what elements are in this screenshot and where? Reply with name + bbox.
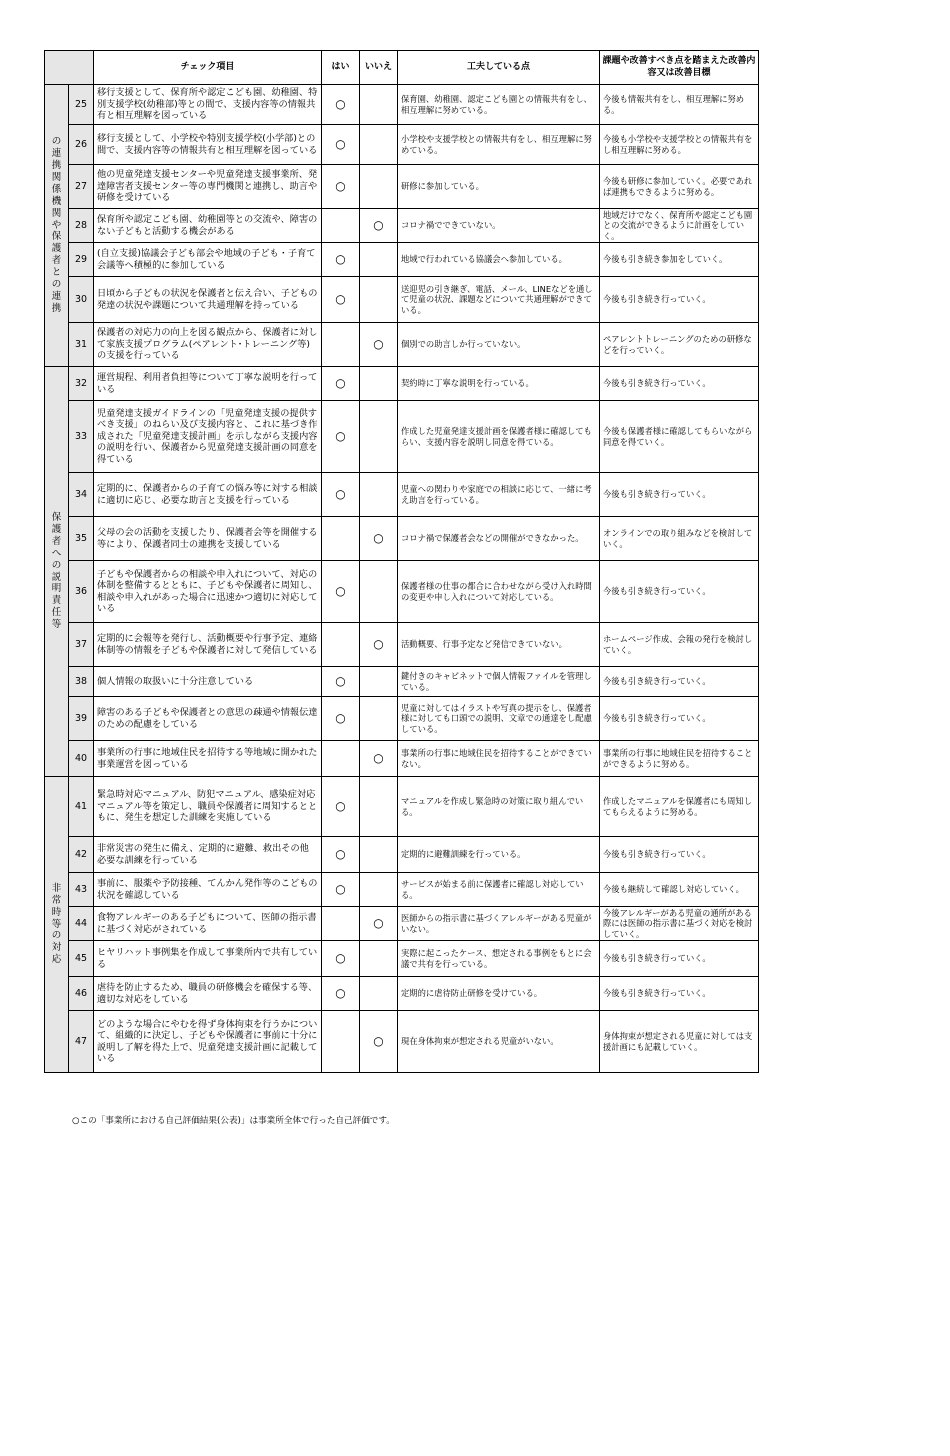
yes-mark: ○ [322, 85, 360, 125]
no-mark [360, 837, 398, 873]
improvement-note: ホームページ作成、会報の発行を検討していく。 [600, 623, 759, 667]
row-number: 40 [69, 741, 94, 777]
improvement-note: 今後も引き続き行っていく。 [600, 561, 759, 623]
table-row [45, 623, 759, 667]
row-number: 36 [69, 561, 94, 623]
check-item: 緊急時対応マニュアル、防犯マニュアル、感染症対応マニュアル等を策定し、職員や保護者に周知するとともに、発生を想定した訓練を実施している [94, 777, 322, 837]
row-number: 34 [69, 473, 94, 517]
check-item: 日頃から子どもの状況を保護者と伝え合い、子どもの発達の状況や課題について共通理解を持っている [94, 277, 322, 323]
improvement-note: 今後も保護者様に確認してもらいながら同意を得ていく。 [600, 401, 759, 473]
yes-mark: ○ [322, 473, 360, 517]
no-mark: ○ [360, 209, 398, 243]
table-row [45, 323, 759, 367]
improvement-note: 身体拘束が想定される児童に対しては支援計画にも記載していく。 [600, 1011, 759, 1073]
improvement-note: 今後も小学校や支援学校との情報共有をし相互理解に努める。 [600, 125, 759, 165]
improvement-note: 今後も引き続き行っていく。 [600, 367, 759, 401]
header-check-item: チェック項目 [94, 51, 322, 85]
check-item: 非常災害の発生に備え、定期的に避難、救出その他必要な訓練を行っている [94, 837, 322, 873]
effort-note: 定期的に避難訓練を行っている。 [398, 837, 600, 873]
check-item: (自立支援)協議会子ども部会や地域の子ども・子育て会議等へ積極的に参加している [94, 243, 322, 277]
no-mark [360, 401, 398, 473]
table-row [45, 125, 759, 165]
check-item: 保護者の対応力の向上を図る観点から、保護者に対して家族支援プログラム(ペアレント･トレーニング等)の支援を行っている [94, 323, 322, 367]
table-row [45, 367, 759, 401]
section-label-text: 保護者への説明責任等 [51, 512, 62, 630]
improvement-note: 今後も引き続き行っていく。 [600, 473, 759, 517]
no-mark: ○ [360, 907, 398, 941]
improvement-note: 今後アレルギーがある児童の通所がある際には医師の指示書に基づく対応を検討していく。 [600, 907, 759, 941]
table-row [45, 85, 759, 125]
header-improvement: 課題や改善すべき点を踏まえた改善内容又は改善目標 [600, 51, 759, 85]
effort-note: 契約時に丁寧な説明を行っている。 [398, 367, 600, 401]
header-yes: はい [322, 51, 360, 85]
check-item: 父母の会の活動を支援したり、保護者会等を開催する等により、保護者同士の連携を支援している [94, 517, 322, 561]
table-row [45, 697, 759, 741]
header-no: いいえ [360, 51, 398, 85]
no-mark [360, 667, 398, 697]
check-item: 障害のある子どもや保護者との意思の疎通や情報伝達のための配慮をしている [94, 697, 322, 741]
row-number: 41 [69, 777, 94, 837]
yes-mark: ○ [322, 401, 360, 473]
effort-note: 児童に対してはイラストや写真の提示をし、保護者様に対しても口頭での説明、文章での通達をし配慮している。 [398, 697, 600, 741]
no-mark [360, 165, 398, 209]
section-label [45, 367, 69, 777]
effort-note: 医師からの指示書に基づくアレルギーがある児童がいない。 [398, 907, 600, 941]
yes-mark: ○ [322, 697, 360, 741]
no-mark [360, 977, 398, 1011]
table-row [45, 873, 759, 907]
no-mark: ○ [360, 517, 398, 561]
yes-mark [322, 741, 360, 777]
check-item: 個人情報の取扱いに十分注意している [94, 667, 322, 697]
effort-note: コロナ禍でできていない。 [398, 209, 600, 243]
row-number: 31 [69, 323, 94, 367]
row-number: 32 [69, 367, 94, 401]
check-item: 保育所や認定こども園、幼稚園等との交流や、障害のない子どもと活動する機会がある [94, 209, 322, 243]
improvement-note: 事業所の行事に地域住民を招待することができるように努める。 [600, 741, 759, 777]
check-item: 食物アレルギーのある子どもについて、医師の指示書に基づく対応がされている [94, 907, 322, 941]
check-item: 運営規程、利用者負担等について丁寧な説明を行っている [94, 367, 322, 401]
check-item: 移行支援として、保育所や認定こども園、幼稚園、特別支援学校(幼稚部)等との間で、支援内容等の情報共有と相互理解を図っている [94, 85, 322, 125]
row-number: 28 [69, 209, 94, 243]
check-item: ヒヤリハット事例集を作成して事業所内で共有している [94, 941, 322, 977]
effort-note: 保護者様の仕事の都合に合わせながら受け入れ時間の変更や申し入れについて対応している。 [398, 561, 600, 623]
table-row [45, 473, 759, 517]
improvement-note: ペアレントトレーニングのための研修などを行っていく。 [600, 323, 759, 367]
yes-mark: ○ [322, 165, 360, 209]
no-mark [360, 243, 398, 277]
row-number: 37 [69, 623, 94, 667]
yes-mark: ○ [322, 837, 360, 873]
effort-note: 研修に参加している。 [398, 165, 600, 209]
table-row [45, 277, 759, 323]
table-row [45, 517, 759, 561]
effort-note: 地域で行われている協議会へ参加している。 [398, 243, 600, 277]
row-number: 26 [69, 125, 94, 165]
row-number: 29 [69, 243, 94, 277]
effort-note: コロナ禍で保護者会などの開催ができなかった。 [398, 517, 600, 561]
yes-mark: ○ [322, 561, 360, 623]
table-header-row [45, 51, 759, 85]
section-label-text: 非常時等の対応 [51, 882, 62, 966]
improvement-note: 今後も情報共有をし、相互理解に努める。 [600, 85, 759, 125]
yes-mark [322, 623, 360, 667]
no-mark [360, 125, 398, 165]
row-number: 38 [69, 667, 94, 697]
no-mark: ○ [360, 323, 398, 367]
effort-note: マニュアルを作成し緊急時の対策に取り組んでいる。 [398, 777, 600, 837]
check-item: 移行支援として、小学校や特別支援学校(小学部)との間で、支援内容等の情報共有と相互理解を図っている [94, 125, 322, 165]
check-item: 事業所の行事に地域住民を招待する等地域に開かれた事業運営を図っている [94, 741, 322, 777]
yes-mark: ○ [322, 125, 360, 165]
no-mark: ○ [360, 1011, 398, 1073]
table-row [45, 977, 759, 1011]
effort-note: 児童への関わりや家庭での相談に応じて、一緒に考え助言を行っている。 [398, 473, 600, 517]
check-item: 事前に、服薬や予防接種、てんかん発作等のこどもの状況を確認している [94, 873, 322, 907]
check-item: 虐待を防止するため、職員の研修機会を確保する等、適切な対応をしている [94, 977, 322, 1011]
effort-note: 作成した児童発達支援計画を保護者様に確認してもらい、支援内容を説明し同意を得ている。 [398, 401, 600, 473]
yes-mark [322, 1011, 360, 1073]
table-row [45, 243, 759, 277]
check-item: どのような場合にやむを得ず身体拘束を行うかについて、組織的に決定し、子どもや保護者に事前に十分に説明し了解を得た上で、児童発達支援計画に記載している [94, 1011, 322, 1073]
yes-mark: ○ [322, 873, 360, 907]
improvement-note: 今後も研修に参加していく。必要であれば連携もできるように努める。 [600, 165, 759, 209]
table-row [45, 209, 759, 243]
improvement-note: 作成したマニュアルを保護者にも周知してもらえるように努める。 [600, 777, 759, 837]
effort-note: 個別での助言しか行っていない。 [398, 323, 600, 367]
yes-mark: ○ [322, 243, 360, 277]
check-item: 定期的に、保護者からの子育ての悩み等に対する相談に適切に応じ、必要な助言と支援を行っている [94, 473, 322, 517]
table-row [45, 777, 759, 837]
row-number: 35 [69, 517, 94, 561]
table-body [45, 85, 759, 1073]
row-number: 43 [69, 873, 94, 907]
table-row [45, 741, 759, 777]
check-item: 他の児童発達支援センターや児童発達支援事業所、発達障害者支援センター等の専門機関と連携し、助言や研修を受けている [94, 165, 322, 209]
yes-mark: ○ [322, 667, 360, 697]
table-row [45, 1011, 759, 1073]
section-label [45, 85, 69, 367]
yes-mark [322, 323, 360, 367]
row-number: 44 [69, 907, 94, 941]
effort-note: 鍵付きのキャビネットで個人情報ファイルを管理している。 [398, 667, 600, 697]
effort-note: 現在身体拘束が想定される児童がいない。 [398, 1011, 600, 1073]
no-mark [360, 941, 398, 977]
check-item: 子どもや保護者からの相談や申入れについて、対応の体制を整備するとともに、子どもや保護者に周知し、相談や申入れがあった場合に迅速かつ適切に対応している [94, 561, 322, 623]
effort-note: 活動概要、行事予定など発信できていない。 [398, 623, 600, 667]
row-number: 30 [69, 277, 94, 323]
effort-note: サービスが始まる前に保護者に確認し対応している。 [398, 873, 600, 907]
yes-mark: ○ [322, 277, 360, 323]
no-mark: ○ [360, 741, 398, 777]
improvement-note: 今後も引き続き行っていく。 [600, 941, 759, 977]
yes-mark [322, 209, 360, 243]
row-number: 45 [69, 941, 94, 977]
check-item: 児童発達支援ガイドラインの「児童発達支援の提供すべき支援」のねらい及び支援内容と、これに基づき作成された「児童発達支援計画」を示しながら支援内容の説明を行い、保護者から児童発達支援計画の同意を得ている [94, 401, 322, 473]
table-row [45, 837, 759, 873]
effort-note: 事業所の行事に地域住民を招待することができていない。 [398, 741, 600, 777]
section-label [45, 777, 69, 1073]
table-row [45, 667, 759, 697]
row-number: 47 [69, 1011, 94, 1073]
row-number: 42 [69, 837, 94, 873]
improvement-note: 今後も引き続き行っていく。 [600, 277, 759, 323]
improvement-note: 今後も引き続き行っていく。 [600, 697, 759, 741]
row-number: 25 [69, 85, 94, 125]
effort-note: 送迎児の引き継ぎ、電話、メール、LINEなどを通して児童の状況、課題などについて共通理解ができている。 [398, 277, 600, 323]
header-effort: 工夫している点 [398, 51, 600, 85]
no-mark [360, 367, 398, 401]
footnote: ○この「事業所における自己評価結果(公表)」は事業所全体で行った自己評価です。 [72, 1116, 395, 1126]
row-number: 39 [69, 697, 94, 741]
no-mark: ○ [360, 623, 398, 667]
effort-note: 定期的に虐待防止研修を受けている。 [398, 977, 600, 1011]
no-mark [360, 473, 398, 517]
no-mark [360, 561, 398, 623]
improvement-note: 今後も引き続き行っていく。 [600, 667, 759, 697]
section-label-text: の連携関係機関や保護者との連携 [51, 136, 62, 314]
effort-note: 保育園、幼稚園、認定こども園との情報共有をし、相互理解に努めている。 [398, 85, 600, 125]
improvement-note: 今後も引き続き参加をしていく。 [600, 243, 759, 277]
header-corner [45, 51, 94, 85]
row-number: 27 [69, 165, 94, 209]
yes-mark: ○ [322, 977, 360, 1011]
improvement-note: 今後も引き続き行っていく。 [600, 977, 759, 1011]
improvement-note: 今後も継続して確認し対応していく。 [600, 873, 759, 907]
no-mark [360, 697, 398, 741]
effort-note: 小学校や支援学校との情報共有をし、相互理解に努めている。 [398, 125, 600, 165]
yes-mark [322, 517, 360, 561]
check-item: 定期的に会報等を発行し、活動概要や行事予定、連絡体制等の情報を子どもや保護者に対して発信している [94, 623, 322, 667]
no-mark [360, 873, 398, 907]
no-mark [360, 85, 398, 125]
table-row [45, 907, 759, 941]
yes-mark: ○ [322, 777, 360, 837]
no-mark [360, 277, 398, 323]
self-evaluation-table [44, 50, 759, 1073]
row-number: 33 [69, 401, 94, 473]
effort-note: 実際に起こったケース、想定される事例をもとに会議で共有を行っている。 [398, 941, 600, 977]
table-row [45, 401, 759, 473]
table-row [45, 941, 759, 977]
table-row [45, 561, 759, 623]
table-row [45, 165, 759, 209]
yes-mark: ○ [322, 367, 360, 401]
improvement-note: 地域だけでなく、保育所や認定こども園との交流ができるように計画をしていく。 [600, 209, 759, 243]
yes-mark [322, 907, 360, 941]
no-mark [360, 777, 398, 837]
yes-mark: ○ [322, 941, 360, 977]
row-number: 46 [69, 977, 94, 1011]
improvement-note: 今後も引き続き行っていく。 [600, 837, 759, 873]
improvement-note: オンラインでの取り組みなどを検討していく。 [600, 517, 759, 561]
